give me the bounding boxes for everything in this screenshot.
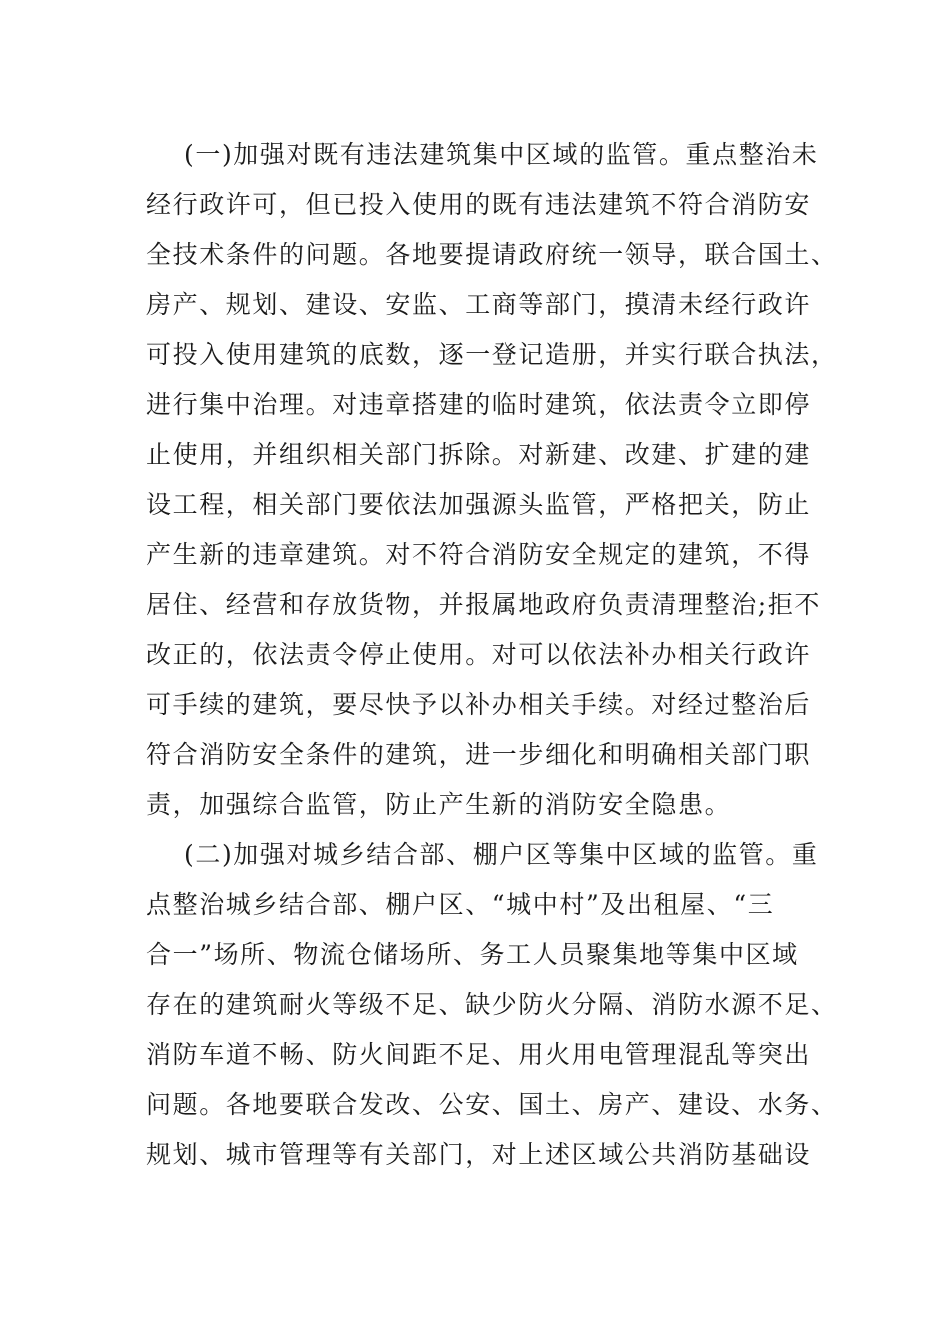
paragraph-line: 经行政许可，但已投入使用的既有违法建筑不符合消防安 (146, 190, 812, 219)
paragraph-line: 问题。各地要联合发改、公安、国土、房产、建设、水务、 (146, 1090, 838, 1119)
paragraph-line: (二)加强对城乡结合部、棚户区等集中区域的监管。重 (184, 840, 819, 869)
paragraph-1 (146, 130, 838, 830)
paragraph-line: 可投入使用建筑的底数，逐一登记造册，并实行联合执法， (146, 340, 838, 369)
paragraph-line: 点整治城乡结合部、棚户区、“城中村”及出租屋、“三 (146, 890, 775, 919)
paragraph-line: 进行集中治理。对违章搭建的临时建筑，依法责令立即停 (146, 390, 812, 419)
paragraph-line: 房产、规划、建设、安监、工商等部门，摸清未经行政许 (146, 290, 812, 319)
paragraph-line: 居住、经营和存放货物，并报属地政府负责清理整治;拒不 (146, 590, 822, 619)
paragraph-line: 设工程，相关部门要依法加强源头监管，严格把关，防止 (146, 490, 812, 519)
paragraph-line: (一)加强对既有违法建筑集中区域的监管。重点整治未 (184, 140, 819, 169)
paragraph-line: 符合消防安全条件的建筑，进一步细化和明确相关部门职 (146, 740, 812, 769)
paragraph-line: 规划、城市管理等有关部门，对上述区域公共消防基础设 (146, 1140, 812, 1169)
paragraph-2 (146, 830, 838, 1180)
paragraph-line: 全技术条件的问题。各地要提请政府统一领导，联合国土、 (146, 240, 838, 269)
paragraph-line: 存在的建筑耐火等级不足、缺少防火分隔、消防水源不足、 (146, 990, 838, 1019)
paragraph-line: 责，加强综合监管，防止产生新的消防安全隐患。 (146, 790, 732, 819)
document-body (146, 130, 838, 1180)
paragraph-line: 改正的，依法责令停止使用。对可以依法补办相关行政许 (146, 640, 812, 669)
paragraph-line: 止使用，并组织相关部门拆除。对新建、改建、扩建的建 (146, 440, 812, 469)
paragraph-line: 消防车道不畅、防火间距不足、用火用电管理混乱等突出 (146, 1040, 812, 1069)
paragraph-line: 可手续的建筑，要尽快予以补办相关手续。对经过整治后 (146, 690, 812, 719)
paragraph-line: 产生新的违章建筑。对不符合消防安全规定的建筑，不得 (146, 540, 812, 569)
paragraph-line: 合一”场所、物流仓储场所、务工人员聚集地等集中区域 (146, 940, 799, 969)
